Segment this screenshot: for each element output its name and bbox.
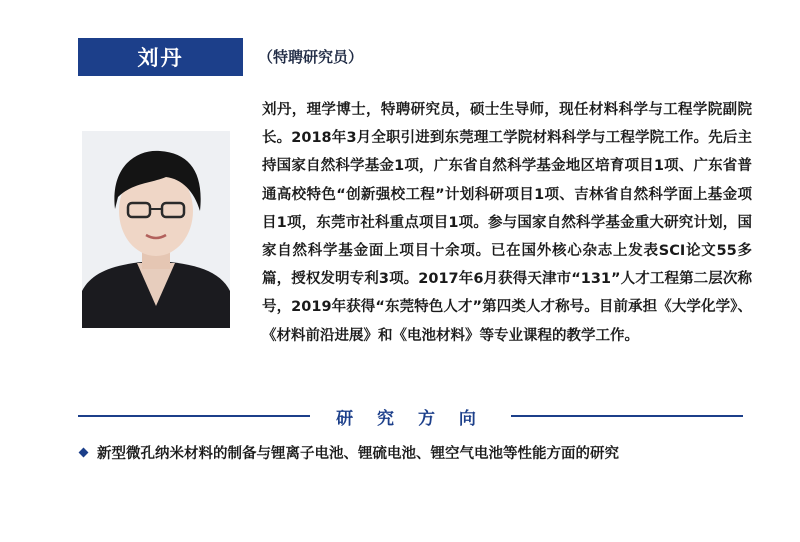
research-heading: 研 究 方 向 xyxy=(336,408,485,429)
biography-text: 刘丹，理学博士，特聘研究员，硕士生导师，现任材料科学与工程学院副院长。2018年3月全职引进到东莞理工学院材料科学与工程学院工作。先后主持国家自然科学基金1项，广东省自然科学基金地区培育项目1项、广东省普通高校特色“创新强校工程”计划科研项目1项、吉林省自然科学面上基金项目1项，东莞市社科重点项目1项。参与国家自然科学基金重大研究计划，国家自然科学基金面上项目十余项。已在国外核心杂志上发表SCI论文55多篇，授权发明专利3项。2017年6月获得天津市“131”人才工程第二层次称号，2019年获得“东莞特色人才”第四类人才称号。目前承担《大学化学》、《材料前沿进展》和《电池材料》等专业课程的教学工作。 xyxy=(262,102,752,344)
person-title: （特聘研究员） xyxy=(258,48,364,66)
divider-line-right xyxy=(511,415,743,417)
profile-photo xyxy=(82,131,230,328)
research-section-divider xyxy=(78,400,743,432)
portrait-image xyxy=(82,131,230,328)
research-list-item xyxy=(78,442,619,463)
divider-line-left xyxy=(78,415,310,417)
research-item-text: 新型微孔纳米材料的制备与锂离子电池、锂硫电池、锂空气电池等性能方面的研究 xyxy=(97,446,619,462)
person-name: 刘丹 xyxy=(137,46,184,70)
name-banner xyxy=(78,38,243,76)
diamond-bullet-icon xyxy=(79,448,89,458)
